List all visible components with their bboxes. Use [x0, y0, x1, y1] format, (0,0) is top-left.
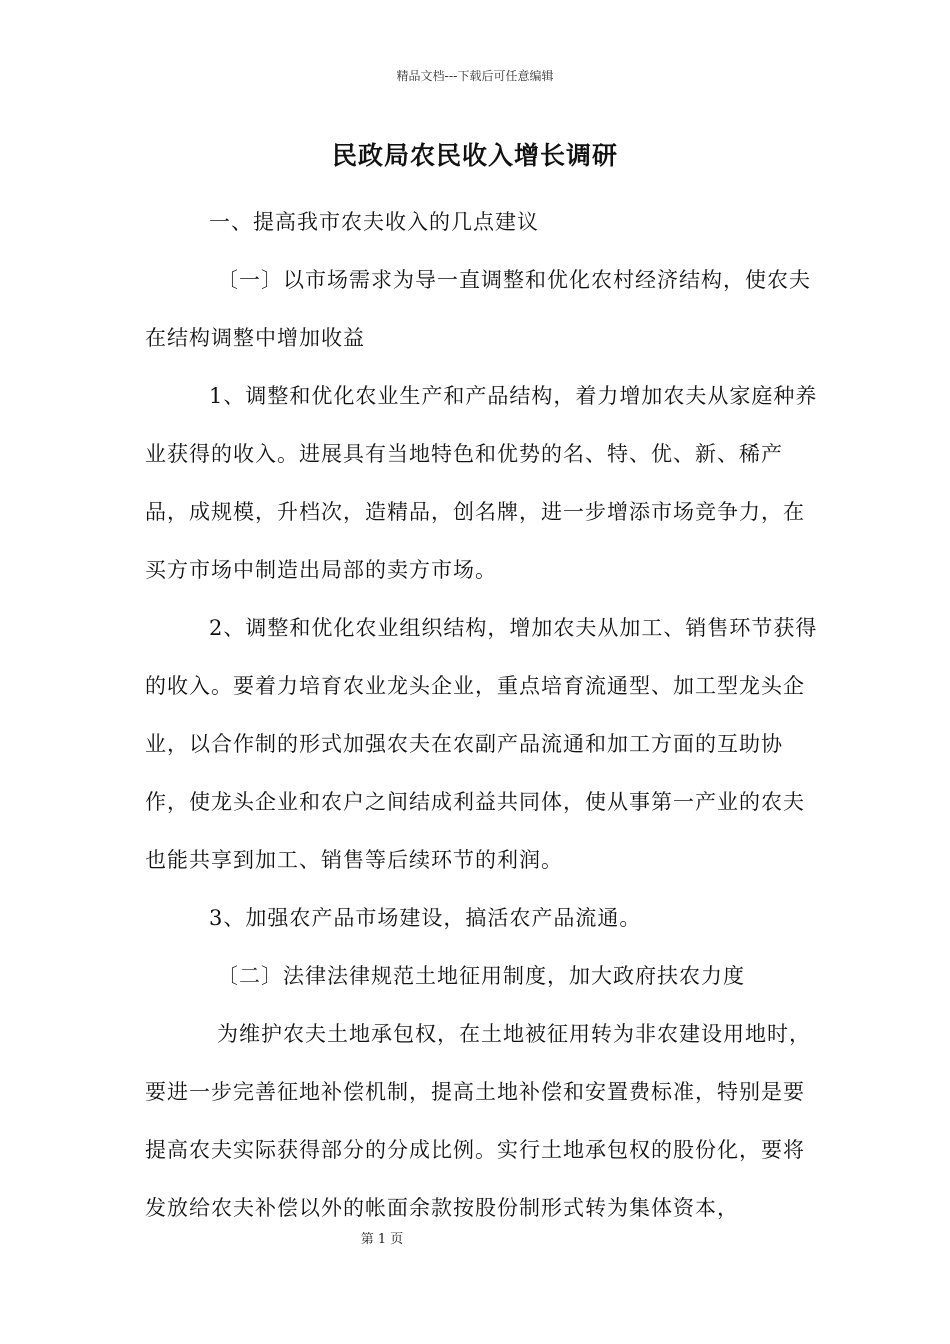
section-heading: 一、提高我市农夫收入的几点建议 — [209, 210, 539, 234]
header-note: 精品文档---下载后可任意编辑 — [396, 69, 554, 83]
body-paragraph: 1、调整和优化农业生产和产品结构，着力增加农夫从家庭种养业获得的收入。进展具有当地特色和优势的名、特、优、新、稀产品，成规模，升档次，造精品，创名牌，进一步增添市场竞争力，在买方市场中制造出局部的卖方市场。 — [145, 384, 818, 582]
body-paragraph: 2、调整和优化农业组织结构，增加农夫从加工、销售环节获得的收入。要着力培育农业龙头企业，重点培育流通型、加工型龙头企业，以合作制的形式加强农夫在农副产品流通和加工方面的互助协作，使龙头企业和农户之间结成利益共同体，使从事第一产业的农夫也能共享到加工、销售等后续环节的利润。 — [145, 616, 818, 872]
body-paragraph: 3、加强农产品市场建设，搞活农产品流通。 — [209, 906, 642, 930]
subsection-heading: 〔二〕法律法律规范土地征用制度，加大政府扶农力度 — [217, 964, 745, 988]
body-paragraph: 为维护农夫土地承包权，在土地被征用转为非农建设用地时，要进一步完善征地补偿机制，提高土地补偿和安置费标准，特别是要提高农夫实际获得部分的分成比例。实行土地承包权的股份化，要将发放给农夫补偿以外的帐面余款按股份制形式转为集体资本， — [145, 1022, 811, 1220]
document-title: 民政局农民收入增长调研 — [331, 141, 618, 170]
page-number: 第 1 页 — [360, 1232, 404, 1247]
subsection-heading: 〔一〕以市场需求为导一直调整和优化农村经济结构，使农夫在结构调整中增加收益 — [145, 268, 811, 350]
document-body — [145, 193, 825, 1237]
